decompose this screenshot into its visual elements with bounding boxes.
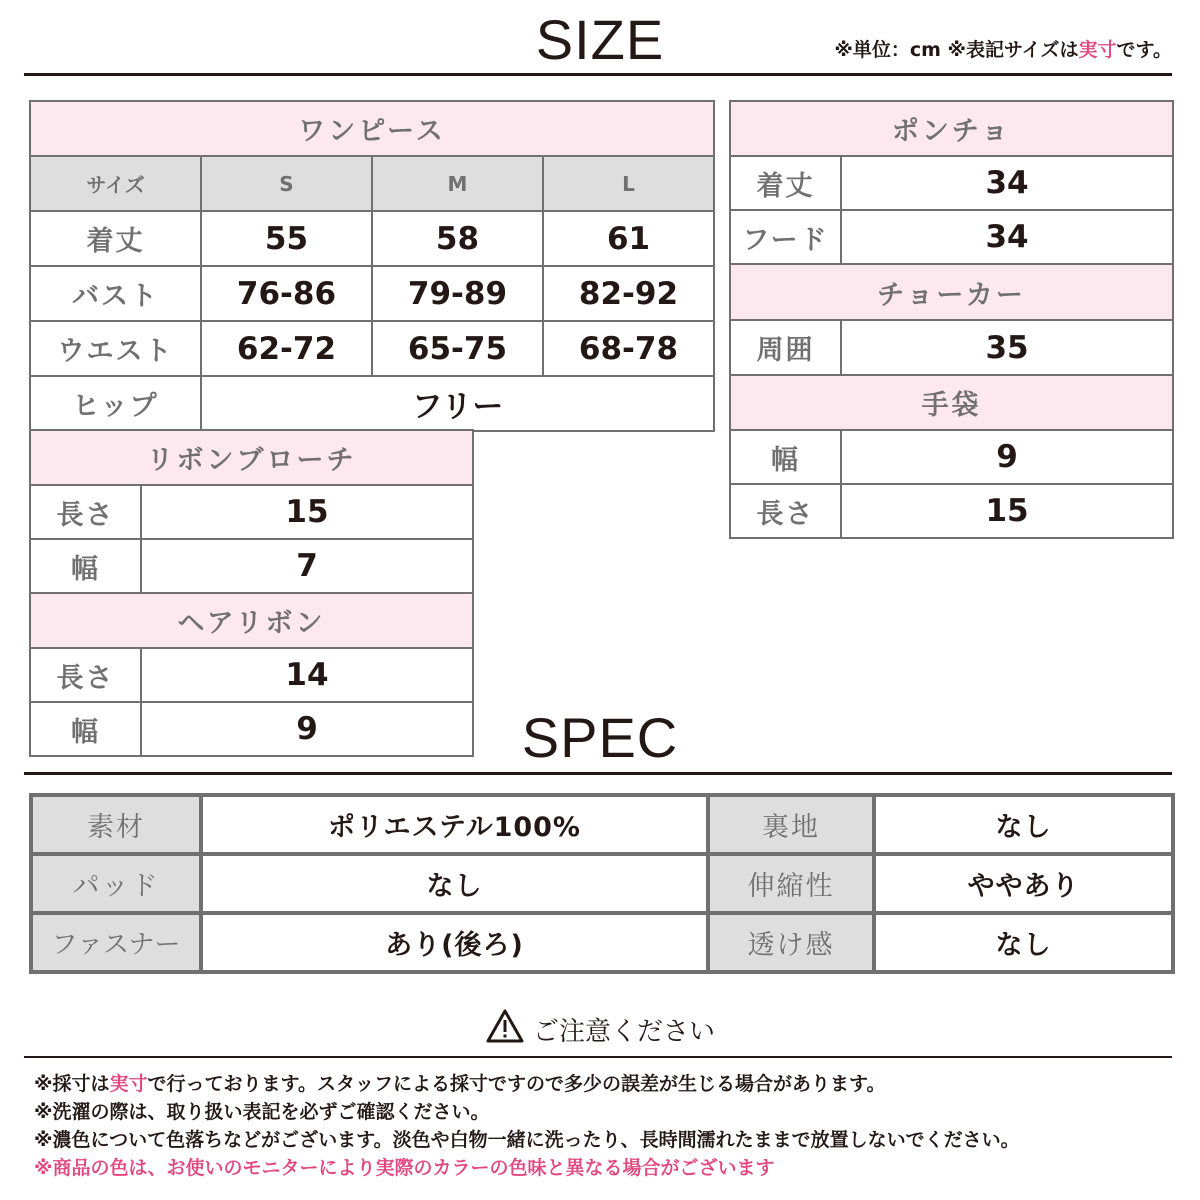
caution-title: ご注意ください (532, 1017, 715, 1047)
size-l-header: L (543, 156, 714, 211)
size-column-label: サイズ (30, 156, 201, 211)
hip-label: ヒップ (30, 376, 201, 431)
table-row (30, 648, 473, 702)
row-value: 68-78 (543, 321, 714, 376)
table-row (730, 484, 1173, 538)
unit-note-accent: 実寸 (1078, 39, 1117, 61)
notes-divider (24, 1056, 1172, 1058)
table-row (30, 539, 473, 593)
spec-label: 透け感 (708, 913, 874, 972)
caution-heading (0, 1008, 1200, 1056)
row-value: 14 (141, 648, 473, 702)
brooch-title: リボンブローチ (30, 430, 473, 485)
row-label: 幅 (730, 430, 841, 484)
row-value: 9 (141, 702, 473, 756)
table-row (30, 266, 714, 321)
table-row (730, 430, 1173, 484)
spec-value: なし (201, 854, 708, 913)
spec-table (29, 793, 1175, 974)
row-value: 15 (141, 485, 473, 539)
table-row (31, 854, 1173, 913)
row-label: フード (730, 210, 841, 264)
table-row (30, 321, 714, 376)
table-row (31, 795, 1173, 854)
row-value: 76-86 (201, 266, 372, 321)
poncho-title: ポンチョ (730, 101, 1173, 156)
spec-value: ポリエステル100% (201, 795, 708, 854)
size-divider (24, 73, 1172, 76)
table-row (730, 320, 1173, 375)
spec-divider (24, 772, 1172, 775)
table-row (31, 913, 1173, 972)
spec-heading: SPEC (521, 706, 679, 769)
row-value: 35 (841, 320, 1173, 375)
list-item: ※洗濯の際は、取り扱い表記を必ずご確認ください。 (34, 1101, 490, 1123)
table-row (30, 376, 714, 431)
notes-list (34, 1070, 1184, 1182)
spec-label: 素材 (31, 795, 201, 854)
table-row (730, 210, 1173, 264)
row-value: 55 (201, 211, 372, 266)
row-label: バスト (30, 266, 201, 321)
onepiece-size-table (29, 100, 715, 432)
note-text: で行っております。スタッフによる採寸ですので多少の誤差が生じる場合があります。 (147, 1073, 886, 1095)
warning-icon (485, 1008, 525, 1056)
table-row (30, 485, 473, 539)
row-value: 61 (543, 211, 714, 266)
spec-value: なし (874, 795, 1173, 854)
unit-note-text: ※単位：cm ※表記サイズは (834, 39, 1079, 61)
size-heading: SIZE (535, 8, 665, 71)
row-label: 長さ (30, 648, 141, 702)
row-label: 幅 (30, 702, 141, 756)
hair-ribbon-title: ヘアリボン (30, 593, 473, 648)
size-s-header: S (201, 156, 372, 211)
spec-label: 伸縮性 (708, 854, 874, 913)
size-m-header: M (372, 156, 543, 211)
row-value: 7 (141, 539, 473, 593)
list-item: ※濃色について色落ちなどがございます。淡色や白物一緒に洗ったり、長時間濡れたままで放置しないでください。 (34, 1129, 1020, 1151)
gloves-title: 手袋 (730, 375, 1173, 430)
row-label: 長さ (30, 485, 141, 539)
list-item (34, 1070, 1184, 1098)
row-label: ウエスト (30, 321, 201, 376)
unit-note-suffix: です。 (1116, 39, 1172, 61)
hip-value: フリー (201, 376, 714, 431)
row-value: 79-89 (372, 266, 543, 321)
row-value: 9 (841, 430, 1173, 484)
row-value: 58 (372, 211, 543, 266)
row-value: 65-75 (372, 321, 543, 376)
spec-value: ややあり (874, 854, 1173, 913)
list-item: ※商品の色は、お使いのモニターにより実際のカラーの色味と異なる場合がございます (34, 1157, 775, 1179)
note-text: ※採寸は (34, 1073, 110, 1095)
spec-label: パッド (31, 854, 201, 913)
row-label: 周囲 (730, 320, 841, 375)
table-row (730, 156, 1173, 210)
spec-label: ファスナー (31, 913, 201, 972)
row-label: 着丈 (30, 211, 201, 266)
row-value: 34 (841, 156, 1173, 210)
row-value: 82-92 (543, 266, 714, 321)
row-value: 34 (841, 210, 1173, 264)
unit-note (834, 36, 1172, 64)
poncho-size-table (729, 100, 1174, 539)
spec-value: あり(後ろ) (201, 913, 708, 972)
choker-title: チョーカー (730, 264, 1173, 320)
row-label: 着丈 (730, 156, 841, 210)
row-label: 長さ (730, 484, 841, 538)
spec-label: 裏地 (708, 795, 874, 854)
note-accent: 実寸 (109, 1073, 148, 1095)
table-row (30, 211, 714, 266)
spec-value: なし (874, 913, 1173, 972)
onepiece-title: ワンピース (30, 101, 714, 156)
row-label: 幅 (30, 539, 141, 593)
row-value: 15 (841, 484, 1173, 538)
row-value: 62-72 (201, 321, 372, 376)
